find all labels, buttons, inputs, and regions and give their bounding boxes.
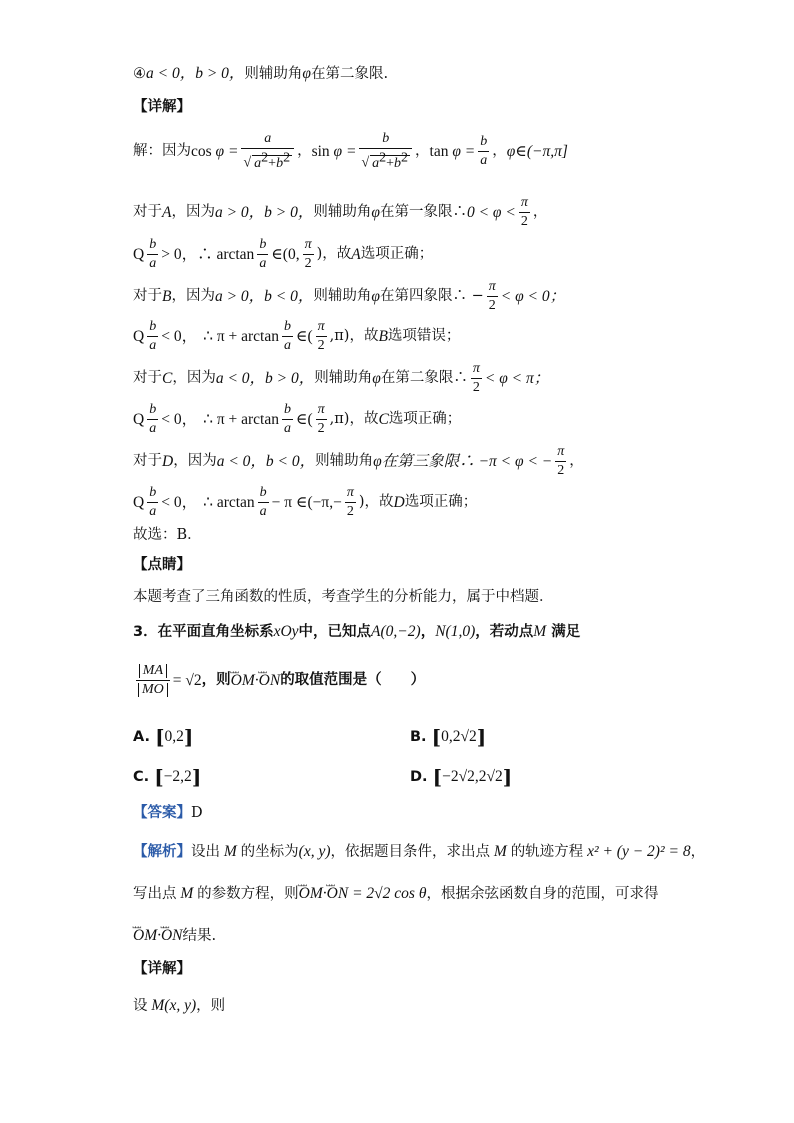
option-d[interactable]: D. [ −2√2,2√2 ] bbox=[410, 765, 513, 789]
comment-text: 本题考查了三角函数的性质，考查学生的分析能力，属于中档题． bbox=[133, 589, 554, 605]
case-a: 对于 A ，因为 a > 0，b > 0， 则辅助角 φ 在第一象限∴ 0 < φ < $\frac{\pi}{2}$ ， bbox=[133, 195, 548, 229]
statement-4: ④ a < 0，b > 0， 则辅助角 φ 在第二象限. bbox=[133, 65, 389, 82]
solution-intro: 解：因为 cos φ = $\frac{a}{√ a^2+b^2}$ ， sin φ = $\frac{b}{√ a^2+b^2}$ ， tan φ = $\frac{b}{a}$ ， φ∈(−π,π] bbox=[133, 131, 568, 171]
case-d-result: Q $\frac{b}{a}$ < 0， ∴ arctan $\frac{b}{a}$ − π ∈(−π,− $\frac{\pi}{2}$ )，故 D 选项正确； bbox=[133, 485, 478, 519]
case-b: 对于 B ，因为 a > 0，b < 0， 则辅助角 φ 在第四象限∴ − $\frac{\pi}{2}$ < φ < 0； bbox=[133, 279, 566, 313]
answer-line: 【答案】 D bbox=[133, 805, 203, 821]
question-3-stem: 3． 在平面直角坐标系 xOy 中，已知点 A(0,−2) ， N(1,0) ，若动点 M 满足 bbox=[133, 623, 581, 640]
case-c-result: Q $\frac{b}{a}$ < 0， ∴ π + arctan $\frac{b}{a}$ ∈( $\frac{\pi}{2}$ ,π)，故 C 选项正确； bbox=[133, 402, 462, 436]
case-a-result: Q $\frac{b}{a}$ > 0，∴ arctan $\frac{b}{a}$ ∈(0, $\frac{\pi}{2}$ )，故 A 选项正确； bbox=[133, 237, 434, 271]
option-b[interactable]: B. [ 0,2√2 ] bbox=[410, 725, 487, 749]
choose-line: 故选：B． bbox=[133, 527, 202, 543]
heading-detail-2: 【详解】 bbox=[133, 961, 191, 977]
option-a[interactable]: A. [ 0,2 ] bbox=[133, 725, 194, 749]
heading-detail: 【详解】 bbox=[133, 99, 191, 115]
last-line: 设 M(x, y) ，则 bbox=[133, 997, 226, 1014]
case-d: 对于 D ，因为 a < 0，b < 0， 则辅助角 φ 在第三象限∴ −π < φ < − $\frac{\pi}{2}$ ， bbox=[133, 444, 584, 478]
question-3-condition: $\frac{MA}{MO}$ = √2 ，则 ˽˽˽ OM·˽˽˽ ON 的取值范围是（ ） bbox=[133, 664, 425, 697]
analysis-line-1: 【解析】 设出 M 的坐标为 (x, y) ，依据题目条件，求出点 M 的轨迹方程 x² + (y − 2)² = 8 ， bbox=[133, 843, 706, 860]
heading-comment: 【点睛】 bbox=[133, 557, 191, 573]
analysis-line-3: ˽˽˽ OM·˽˽˽ ON 结果. bbox=[133, 928, 216, 944]
option-c[interactable]: C. [ −2,2 ] bbox=[133, 765, 202, 789]
case-b-result: Q $\frac{b}{a}$ < 0， ∴ π + arctan $\frac{b}{a}$ ∈( $\frac{\pi}{2}$ ,π)，故 B 选项错误； bbox=[133, 319, 461, 353]
analysis-line-2: 写出点 M 的参数方程，则 ˽˽˽ OM·˽˽˽ ON = 2√2 cos θ ，根据余弦函数自身的范围，可求得 bbox=[133, 886, 658, 902]
case-c: 对于 C ，因为 a < 0，b > 0， 则辅助角 φ 在第二象限∴ $\frac{\pi}{2}$ < φ < π； bbox=[133, 361, 550, 395]
